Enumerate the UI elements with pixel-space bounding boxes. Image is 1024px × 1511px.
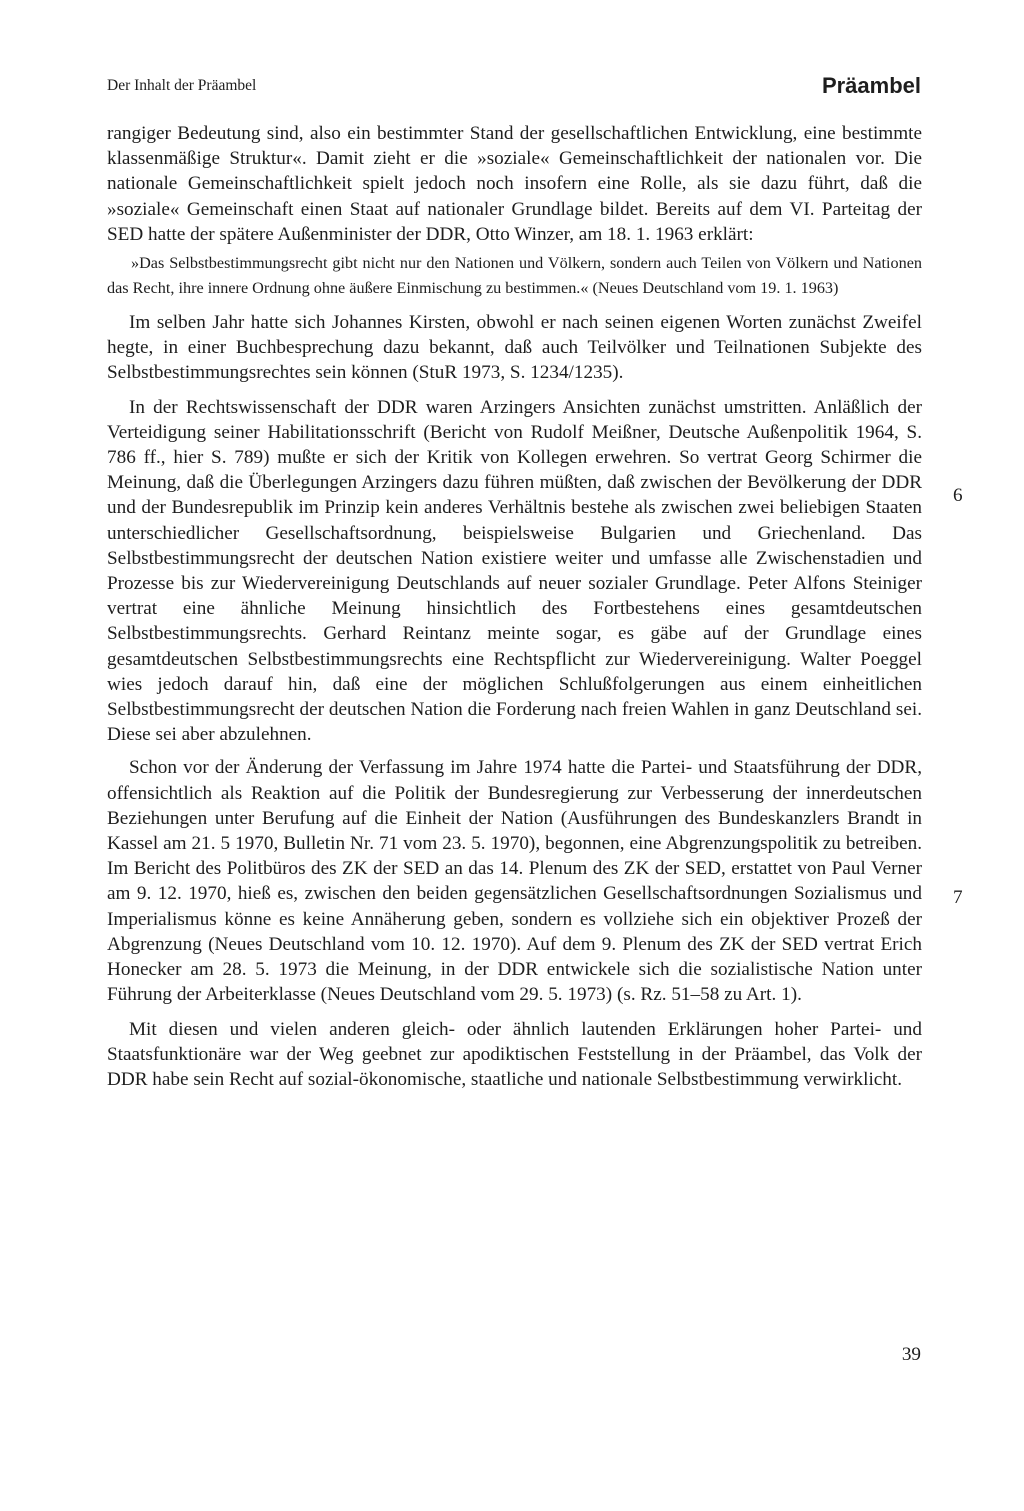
paragraph-rz-6: In der Rechtswissenschaft der DDR waren Arzingers Ansichten zunächst umstritten. Anläßlich der Verteidigung seiner Habilitationsschrift (Bericht von Rudolf Meißner, Deutsche Außenpolitik 1964, S. 786 ff., hier S. 789) mußte er sich der Kritik von Kollegen erwehren. So vertrat Georg Schirmer die Meinung, daß die Überlegungen Arzingers dazu führen müßten, daß zwischen der Bevölkerung der DDR und der Bundesrepublik im Prinzip kein anderes Verhältnis bestehe als zwischen zwei beliebigen Staaten unterschiedlicher Gesellschaftsordnung, beispielsweise Bulgarien und Griechenland. Das Selbstbestimmungsrecht der deutschen Nation existiere weiter und umfasse alle Zwischenstadien und Prozesse bis zur Wiedervereinigung Deutschlands auf neuer sozialer Grundlage. Peter Alfons Steiniger vertrat eine ähnliche Meinung hinsichtlich des Fortbestehens eines gesamtdeutschen Selbstbestimmungsrechts. Gerhard Reintanz meinte sogar, es gäbe auf der Grundlage eines gesamtdeutschen Selbstbestimmungsrechts eine Rechtspflicht zur Wiedervereinigung. Walter Poeggel wies jedoch darauf hin, daß eine der möglichen Schlußfolgerungen aus einem einheitlichen Selbstbestimmungsrecht der deutschen Nation die Forderung nach freien Wahlen in ganz Deutschland sei. Diese sei aber abzulehnen. bbox=[107, 396, 922, 746]
main-text-column bbox=[107, 121, 922, 1092]
paragraph-kirsten: Im selben Jahr hatte sich Johannes Kirsten, obwohl er nach seinen eigenen Worten zunächst Zweifel hegte, in einer Buchbesprechung dazu bekannt, daß auch Teilvölker und Teilnationen Subjekte des Selbstbestimmungsrechtes sein können (StuR 1973, S. 1234/1235). bbox=[107, 312, 922, 384]
running-head-section-title: Präambel bbox=[821, 73, 921, 98]
margin-number-6: 6 bbox=[953, 485, 963, 506]
block-quote: »Das Selbstbestimmungsrecht gibt nicht nur den Nationen und Völkern, sondern auch Teilen von Völkern und Nationen das Recht, ihre innere Ordnung ohne äußere Einmischung zu bestimmen.« (Neues Deutschland vom 19. 1. 1963) bbox=[107, 254, 922, 297]
running-head-left: Der Inhalt der Präambel bbox=[107, 77, 257, 94]
page-number: 39 bbox=[901, 1344, 921, 1365]
paragraph-rz-7: Schon vor der Änderung der Verfassung im Jahre 1974 hatte die Partei- und Staatsführung der DDR, offensichtlich als Reaktion auf die Politik der Bundesregierung zur Verbesserung der innerdeutschen Beziehungen unter Berufung auf die Einheit der Nation (Ausführungen des Bundeskanzlers Brandt in Kassel am 21. 5 1970, Bulletin Nr. 71 vom 23. 5. 1970), begonnen, eine Abgrenzungspolitik zu betreiben. Im Bericht des Politbüros des ZK der SED an das 14. Plenum des ZK der SED, erstattet von Paul Verner am 9. 12. 1970, hieß es, zwischen den beiden gegensätzlichen Gesellschaftsordnungen Sozialismus und Imperialismus könne es keine Annäherung geben, sondern es vollziehe sich ein objektiver Prozeß der Abgrenzung (Neues Deutschland vom 10. 12. 1970). Auf dem 9. Plenum des ZK der SED vertrat Erich Honecker am 28. 5. 1973 die Meinung, in der DDR entwickele sich die sozialistische Nation unter Führung der Arbeiterklasse (Neues Deutschland vom 29. 5. 1973) (s. Rz. 51–58 zu Art. 1). bbox=[107, 757, 922, 1006]
paragraph-continuation: rangiger Bedeutung sind, also ein bestimmter Stand der gesellschaftlichen Entwicklung, eine bestimmte klassenmäßige Struktur«. Damit zieht er die »soziale« Gemeinschaftlichkeit der nationalen vor. Die nationale Gemeinschaftlichkeit spielt jedoch noch insofern eine Rolle, als sie dazu führt, daß die »soziale« Gemeinschaft einen Staat auf nationaler Grundlage bildet. Bereits auf dem VI. Parteitag der SED hatte der spätere Außenminister der DDR, Otto Winzer, am 18. 1. 1963 erklärt: bbox=[107, 123, 922, 245]
margin-number-7: 7 bbox=[953, 887, 963, 908]
paragraph-conclusion: Mit diesen und vielen anderen gleich- oder ähnlich lautenden Erklärungen hoher Partei- und Staatsfunktionäre war der Weg geebnet zur apodiktischen Feststellung in der Präambel, das Volk der DDR habe sein Recht auf sozial-ökonomische, staatliche und nationale Selbstbestimmung verwirklicht. bbox=[107, 1018, 922, 1090]
